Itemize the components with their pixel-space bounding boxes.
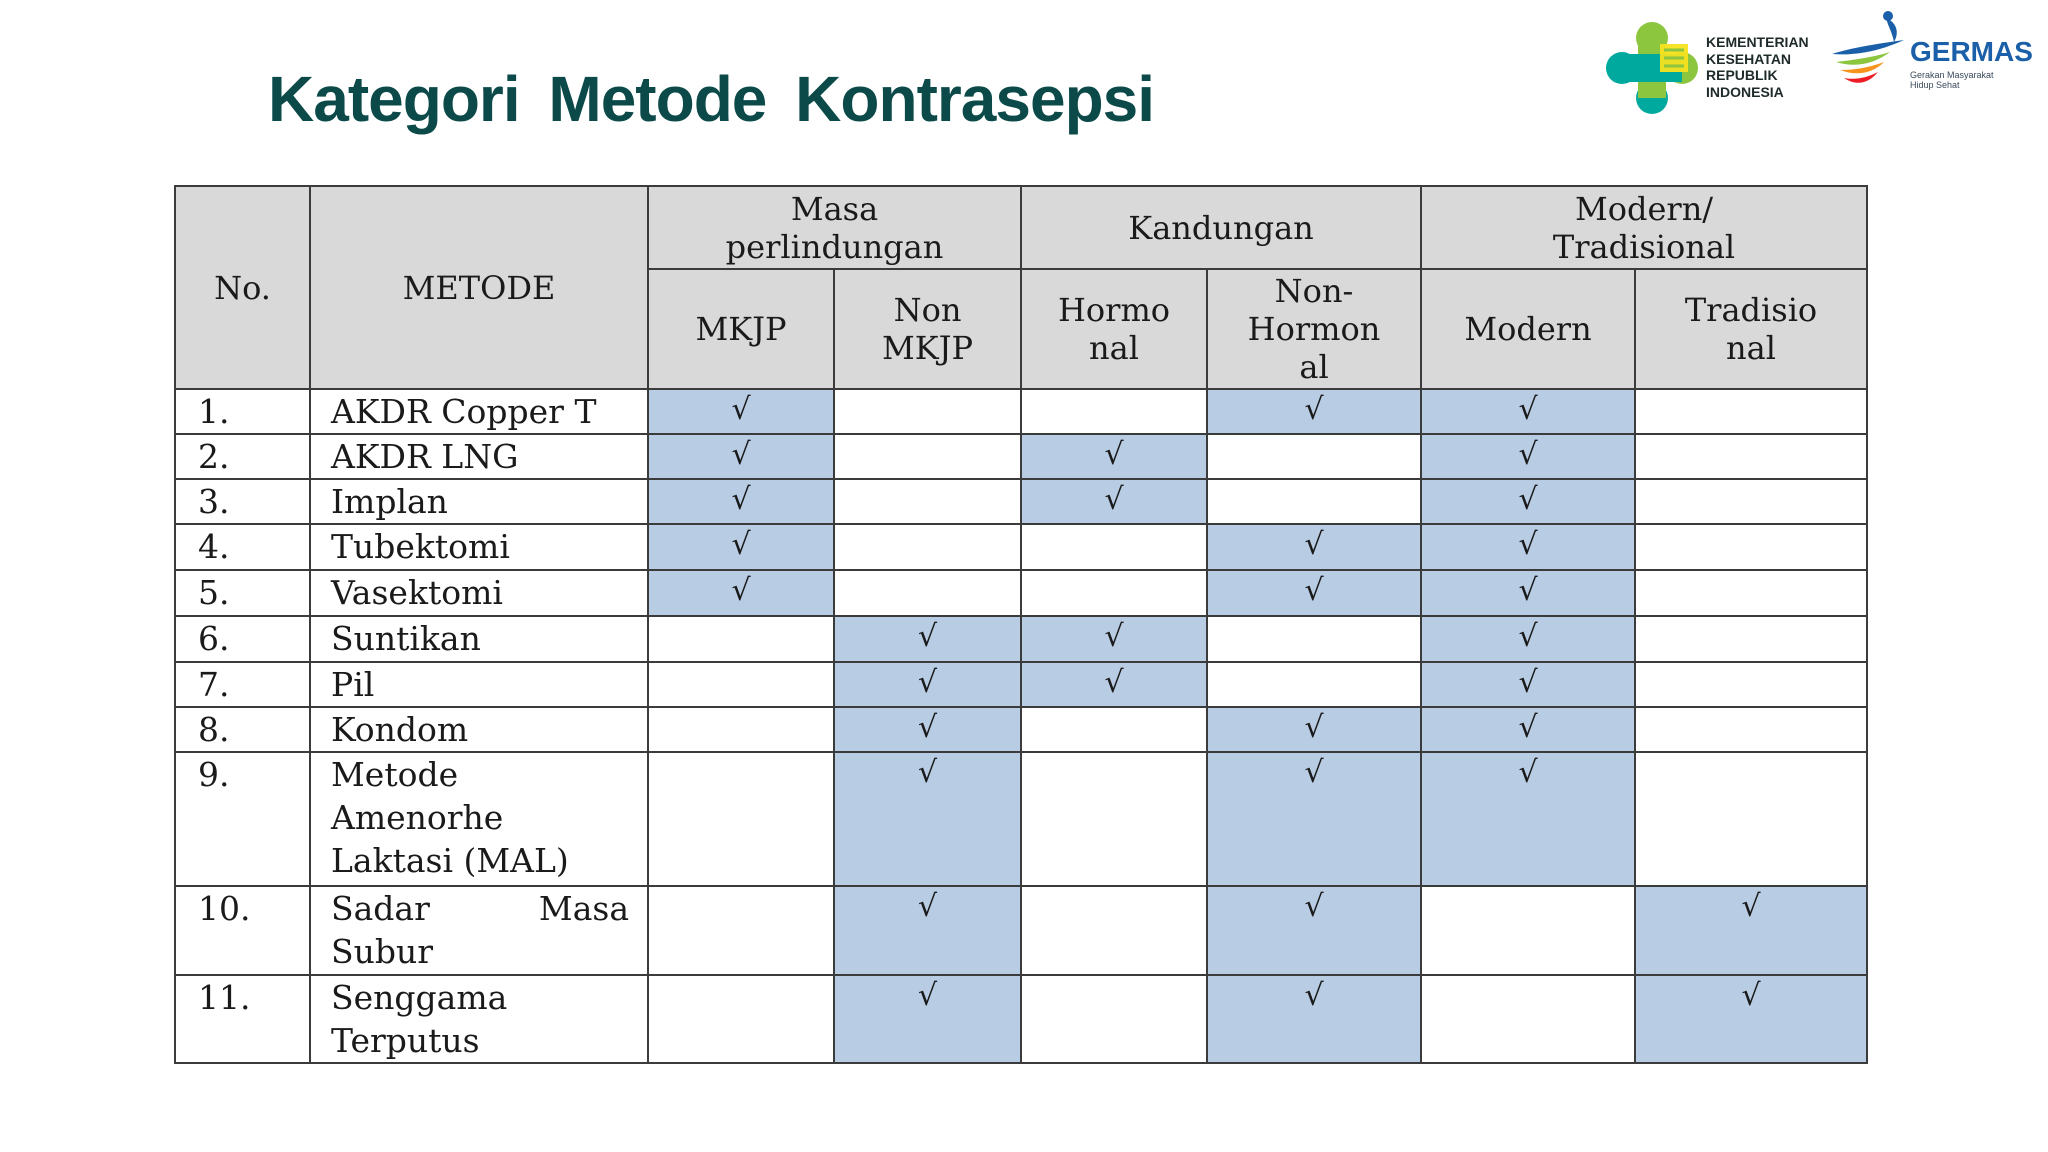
- header-masa-perlindungan: [648, 186, 1021, 269]
- germas-tagline-line: Gerakan Masyarakat: [1910, 70, 1994, 80]
- row-number: 7.: [175, 662, 310, 707]
- table-row: [175, 975, 1867, 1063]
- header-line: al: [1299, 348, 1329, 386]
- method-name: Pil: [310, 662, 648, 707]
- cell-mkjp: [648, 616, 834, 662]
- header-line: Modern/: [1574, 189, 1714, 228]
- header-line: Hormo: [1057, 291, 1171, 329]
- row-number: 3.: [175, 479, 310, 524]
- contraception-table-container: [174, 185, 1866, 1064]
- header-line: Tradisional: [1552, 227, 1736, 266]
- cell-non-hormonal: √: [1207, 389, 1421, 434]
- table-row: [175, 524, 1867, 570]
- germas-swoosh-icon: [1826, 10, 1910, 106]
- table-row: [175, 434, 1867, 479]
- cell-non-hormonal: √: [1207, 886, 1421, 975]
- cell-tradisional: [1635, 434, 1867, 479]
- cell-non-mkjp: √: [834, 662, 1021, 707]
- germas-tagline-line: Hidup Sehat: [1910, 80, 1960, 90]
- cell-modern: √: [1421, 752, 1635, 886]
- method-name: Implan: [310, 479, 648, 524]
- cell-tradisional: [1635, 752, 1867, 886]
- table-row: [175, 662, 1867, 707]
- header-line: nal: [1726, 329, 1776, 367]
- cell-non-mkjp: √: [834, 975, 1021, 1063]
- cell-modern: √: [1421, 389, 1635, 434]
- row-number: 9.: [175, 752, 310, 886]
- method-name: Senggama Terputus: [310, 975, 648, 1063]
- cell-non-mkjp: [834, 434, 1021, 479]
- cell-non-hormonal: [1207, 616, 1421, 662]
- cell-hormonal: [1021, 524, 1207, 570]
- cell-mkjp: [648, 752, 834, 886]
- cell-modern: √: [1421, 707, 1635, 752]
- header-line: Non: [893, 291, 962, 329]
- cell-non-hormonal: √: [1207, 707, 1421, 752]
- header-line: Masa: [790, 189, 879, 228]
- cell-modern: [1421, 975, 1635, 1063]
- row-number: 6.: [175, 616, 310, 662]
- row-number: 10.: [175, 886, 310, 975]
- cell-non-hormonal: [1207, 479, 1421, 524]
- header-line: nal: [1089, 329, 1139, 367]
- cell-hormonal: √: [1021, 616, 1207, 662]
- cell-tradisional: [1635, 479, 1867, 524]
- germas-logo: [1826, 10, 2038, 106]
- cell-modern: [1421, 886, 1635, 975]
- table-row: [175, 707, 1867, 752]
- kemenkes-line: KESEHATAN: [1706, 50, 1792, 67]
- cell-mkjp: [648, 975, 834, 1063]
- header-metode: METODE: [310, 186, 648, 389]
- method-name: Metode Amenorhe Laktasi (MAL): [310, 752, 648, 886]
- cell-non-mkjp: √: [834, 616, 1021, 662]
- method-name: Suntikan: [310, 616, 648, 662]
- cell-tradisional: [1635, 662, 1867, 707]
- cell-mkjp: √: [648, 524, 834, 570]
- row-number: 5.: [175, 570, 310, 616]
- header-kandungan: Kandungan: [1021, 186, 1421, 269]
- cell-non-mkjp: [834, 479, 1021, 524]
- header-no: No.: [175, 186, 310, 389]
- table-row: [175, 886, 1867, 975]
- cell-hormonal: √: [1021, 434, 1207, 479]
- table-row: [175, 752, 1867, 886]
- header-hormonal: [1021, 269, 1207, 389]
- header-mkjp: MKJP: [648, 269, 834, 389]
- cell-tradisional: √: [1635, 975, 1867, 1063]
- header-non-mkjp: [834, 269, 1021, 389]
- cell-modern: √: [1421, 524, 1635, 570]
- table-row: [175, 389, 1867, 434]
- cell-modern: √: [1421, 662, 1635, 707]
- method-name: Vasektomi: [310, 570, 648, 616]
- method-name: AKDR Copper T: [310, 389, 648, 434]
- cell-modern: √: [1421, 434, 1635, 479]
- cell-mkjp: √: [648, 434, 834, 479]
- cell-mkjp: √: [648, 479, 834, 524]
- cell-modern: √: [1421, 479, 1635, 524]
- cell-modern: √: [1421, 570, 1635, 616]
- cell-tradisional: [1635, 524, 1867, 570]
- germas-wordmark: GERMAS: [1910, 36, 2033, 67]
- row-number: 8.: [175, 707, 310, 752]
- header-modern-tradisional: [1421, 186, 1867, 269]
- cell-mkjp: [648, 662, 834, 707]
- slide-title: Kategori Metode Kontrasepsi: [268, 63, 1155, 135]
- cell-hormonal: [1021, 752, 1207, 886]
- method-name: Sadar Masa Subur: [310, 886, 648, 975]
- cell-non-mkjp: √: [834, 707, 1021, 752]
- method-name: Kondom: [310, 707, 648, 752]
- table-body: [175, 389, 1867, 1063]
- cell-tradisional: [1635, 707, 1867, 752]
- table-row: [175, 570, 1867, 616]
- cell-non-hormonal: √: [1207, 524, 1421, 570]
- kemenkes-line: KEMENTERIAN: [1706, 34, 1809, 50]
- header-line: Tradisio: [1684, 291, 1818, 329]
- cell-non-hormonal: √: [1207, 752, 1421, 886]
- germas-tagline: [1910, 70, 2020, 90]
- row-number: 1.: [175, 389, 310, 434]
- contraception-method-table: [174, 185, 1868, 1064]
- kemenkes-emblem-icon: [1602, 20, 1702, 116]
- cell-non-hormonal: [1207, 662, 1421, 707]
- cell-mkjp: [648, 707, 834, 752]
- row-number: 2.: [175, 434, 310, 479]
- header-modern: Modern: [1421, 269, 1635, 389]
- cell-mkjp: √: [648, 389, 834, 434]
- row-number: 4.: [175, 524, 310, 570]
- cell-non-hormonal: [1207, 434, 1421, 479]
- method-name: AKDR LNG: [310, 434, 648, 479]
- header-tradisional: [1635, 269, 1867, 389]
- cell-non-mkjp: √: [834, 752, 1021, 886]
- cell-non-mkjp: [834, 524, 1021, 570]
- cell-tradisional: [1635, 389, 1867, 434]
- cell-non-mkjp: [834, 389, 1021, 434]
- table-row: [175, 479, 1867, 524]
- table-row: [175, 616, 1867, 662]
- cell-hormonal: [1021, 389, 1207, 434]
- header-line: Non-: [1274, 272, 1354, 310]
- cell-non-hormonal: √: [1207, 975, 1421, 1063]
- kemenkes-name: [1706, 34, 1809, 100]
- cell-non-mkjp: [834, 570, 1021, 616]
- cell-tradisional: [1635, 616, 1867, 662]
- header-line: perlindungan: [725, 227, 944, 266]
- method-name: Tubektomi: [310, 524, 648, 570]
- cell-hormonal: [1021, 707, 1207, 752]
- cell-mkjp: [648, 886, 834, 975]
- header-line: Hormon: [1247, 310, 1381, 348]
- cell-tradisional: [1635, 570, 1867, 616]
- cell-hormonal: √: [1021, 479, 1207, 524]
- kemenkes-logo: [1602, 20, 1812, 116]
- cell-non-hormonal: √: [1207, 570, 1421, 616]
- kemenkes-line: INDONESIA: [1706, 83, 1784, 100]
- cell-hormonal: [1021, 570, 1207, 616]
- header-non-hormonal: [1207, 269, 1421, 389]
- cell-mkjp: √: [648, 570, 834, 616]
- cell-hormonal: [1021, 975, 1207, 1063]
- kemenkes-line: REPUBLIK: [1706, 67, 1778, 83]
- header-line: MKJP: [881, 329, 974, 367]
- cell-hormonal: [1021, 886, 1207, 975]
- cell-hormonal: √: [1021, 662, 1207, 707]
- cell-non-mkjp: √: [834, 886, 1021, 975]
- cell-modern: √: [1421, 616, 1635, 662]
- row-number: 11.: [175, 975, 310, 1063]
- cell-tradisional: √: [1635, 886, 1867, 975]
